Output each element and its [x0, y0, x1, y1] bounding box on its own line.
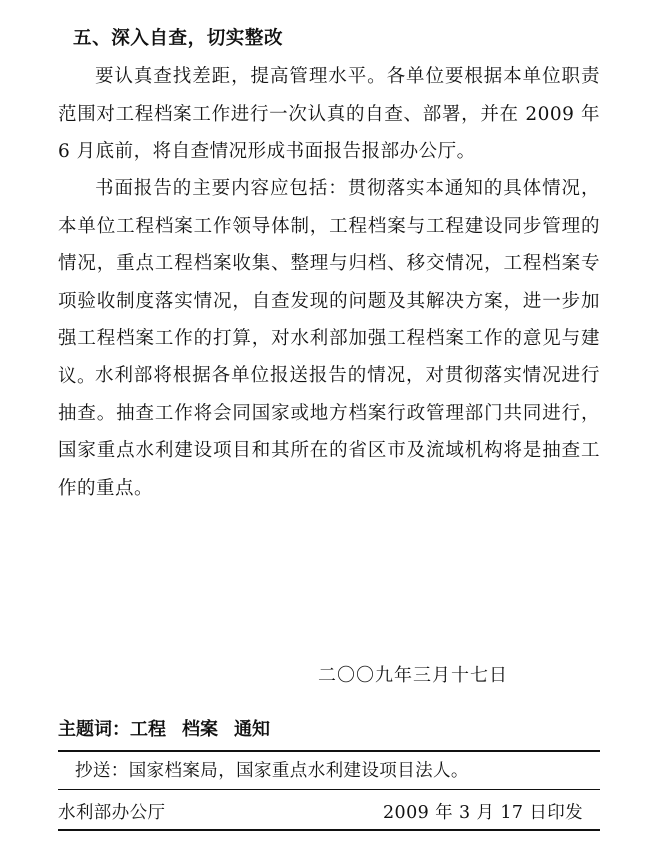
subject-label: 主题词：	[58, 719, 130, 740]
subject-keyword: 档案	[182, 719, 218, 740]
cc-recipients: 国家档案局，国家重点水利建设项目法人。	[128, 761, 469, 781]
body-paragraph-spot-check: 水利部将根据各单位报送报告的情况，对贯彻落实情况进行抽查。抽查工作将会同国家或地方档案行政管理部门共同进行，国家重点水利建设项目和其所在的省区市及流域机构将是抽查工作的重点。	[58, 365, 600, 499]
signature-date: 二〇〇九年三月十七日	[318, 665, 508, 686]
print-date: 2009 年 3 月 17 日印发	[383, 803, 584, 823]
footer-divider-top	[58, 750, 600, 752]
body-paragraph-self-inspection: 要认真查找差距，提高管理水平。各单位要根据本单位职责范围对工程档案工作进行一次认真的自查、部署，并在 2009 年 6 月底前，将自查情况形成书面报告报部办公厅。	[58, 66, 600, 162]
subject-keyword: 通知	[234, 719, 270, 740]
cc-recipients-row	[75, 758, 469, 784]
issuing-office: 水利部办公厅	[58, 803, 166, 823]
subject-keywords-row	[58, 717, 286, 743]
section-heading: 五、深入自查，切实整改	[73, 28, 284, 49]
footer-divider-middle	[58, 789, 600, 790]
body-paragraph-report-contents: 书面报告的主要内容应包括：贯彻落实本通知的具体情况，本单位工程档案工作领导体制，工程档案与工程建设同步管理的情况，重点工程档案收集、整理与归档、移交情况，工程档案专项验收制度落实情况，自查发现的问题及其解决方案，进一步加强工程档案工作的打算，对水利部加强工程档案工作的意见与建议。	[58, 178, 600, 387]
subject-keyword: 工程	[130, 719, 166, 740]
cc-label: 抄送：	[75, 761, 129, 781]
footer-divider-bottom	[58, 829, 600, 831]
